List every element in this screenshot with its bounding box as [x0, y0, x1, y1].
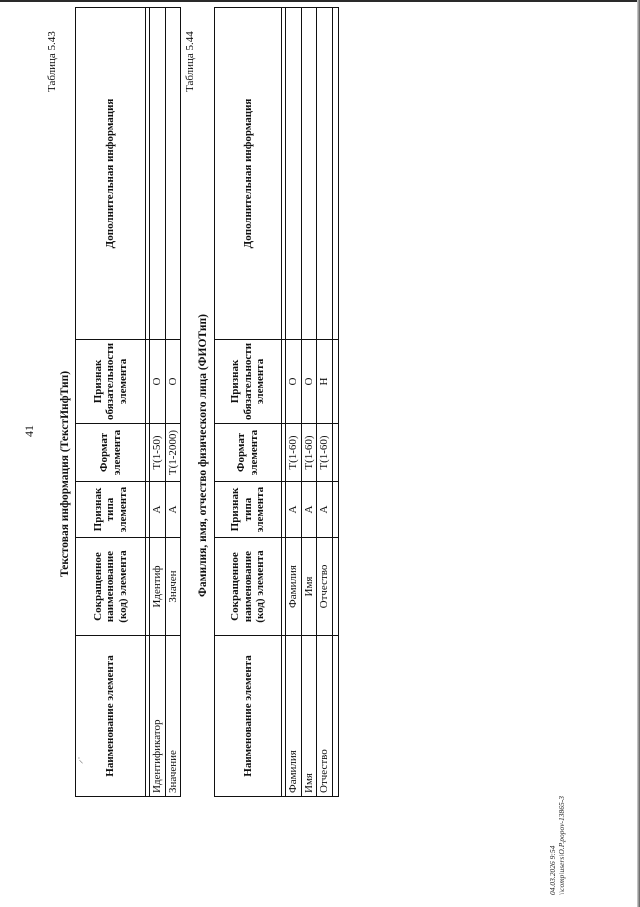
table1-header-cell: Дополнительная информация [76, 8, 146, 340]
table1-header-cell: Формат элемента [76, 424, 146, 482]
table-cell: А [165, 482, 181, 538]
table1-header-cell: Наименование элемента [76, 636, 146, 797]
table-cell: T(1-60) [301, 424, 317, 482]
table-cell: Отчество [317, 636, 333, 797]
print-stamp [548, 796, 566, 895]
table-row [317, 8, 333, 797]
table1-label: Таблица 5.43 [46, 31, 58, 92]
page-number: 41 [22, 425, 36, 437]
table2 [214, 7, 339, 797]
table-cell: Н [317, 339, 333, 423]
table-cell: Значен [165, 538, 181, 636]
table-cell: О [150, 339, 166, 423]
scan-mark: ⸝· [74, 756, 84, 764]
table-cell: А [301, 482, 317, 538]
table2-header-cell: Сокращенное наименование (код) элемента [215, 538, 282, 636]
table-cell: Фамилия [286, 636, 302, 797]
table2-header-cell: Наименование элемента [215, 636, 282, 797]
table-row [286, 8, 302, 797]
table-cell: Фамилия [286, 538, 302, 636]
table-cell: О [165, 339, 181, 423]
table1-title: Текстовая информация (ТекстИнфТип) [59, 370, 71, 577]
print-stamp-date: 04.03.2026 9:54 [548, 845, 557, 895]
table-cell [150, 8, 166, 340]
table-cell: Идентификатор [150, 636, 166, 797]
scan-edge-top [0, 0, 640, 2]
table-cell: Имя [301, 538, 317, 636]
table-row [150, 8, 166, 797]
table2-trailing-row [332, 8, 338, 797]
table1-header-cell: Сокращенное наименование (код) элемента [76, 538, 146, 636]
table-row [165, 8, 181, 797]
table1-header-cell: Признак типа элемента [76, 482, 146, 538]
table-cell: Значение [165, 636, 181, 797]
table-cell: T(1-2000) [165, 424, 181, 482]
table-cell: T(1-50) [150, 424, 166, 482]
table-cell [165, 8, 181, 340]
table2-header-cell: Формат элемента [215, 424, 282, 482]
document-page [8, 10, 628, 897]
table-cell: Отчество [317, 538, 333, 636]
table2-title: Фамилия, имя, отчество физического лица (ФИОТип) [197, 314, 209, 597]
table-cell: А [286, 482, 302, 538]
table1-header-cell: Признак обязательности элемента [76, 339, 146, 423]
table1-header-row [76, 8, 146, 797]
table-cell: T(1-60) [286, 424, 302, 482]
table-cell [286, 8, 302, 340]
table2-header-row [215, 8, 282, 797]
table-cell: А [150, 482, 166, 538]
print-stamp-path: \\comp\users\O.P.popov-13865-3 [557, 795, 566, 895]
table-cell: Имя [301, 636, 317, 797]
table2-label: Таблица 5.44 [184, 31, 196, 92]
table2-header-cell: Признак типа элемента [215, 482, 282, 538]
table-cell: T(1-60) [317, 424, 333, 482]
table2-header-cell: Дополнительная информация [215, 8, 282, 340]
table-cell [317, 8, 333, 340]
table-cell: О [301, 339, 317, 423]
table-cell: О [286, 339, 302, 423]
table1 [75, 7, 181, 797]
table-cell: А [317, 482, 333, 538]
table-cell: Идентиф [150, 538, 166, 636]
table-cell [301, 8, 317, 340]
table2-header-cell: Признак обязательности элемента [215, 339, 282, 423]
table-row [301, 8, 317, 797]
